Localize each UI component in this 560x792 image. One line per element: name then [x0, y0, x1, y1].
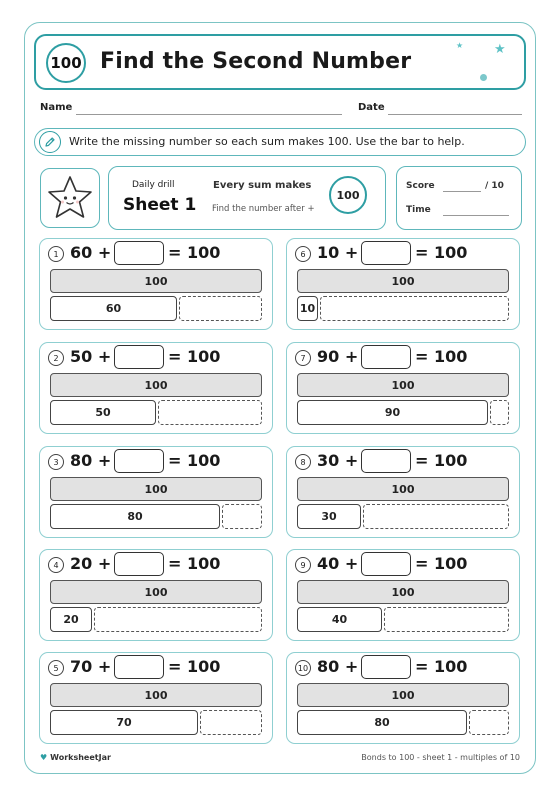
daily-drill-box	[108, 166, 386, 230]
problem-number: 6	[295, 246, 311, 262]
target-badge: 100	[329, 176, 367, 214]
addend-value: 80	[317, 657, 340, 676]
plus-sign: +	[97, 243, 112, 262]
problem-card	[39, 238, 273, 330]
plus-sign: +	[344, 657, 359, 676]
star-mascot-box	[40, 168, 100, 228]
date-label: Date	[358, 102, 385, 113]
star-mascot-icon	[45, 174, 95, 222]
answer-input-box[interactable]	[114, 449, 164, 473]
bar-model-missing-part[interactable]	[320, 296, 509, 321]
addend-value: 30	[317, 451, 340, 470]
problem-number: 1	[48, 246, 64, 262]
bar-model-known-part: 70	[50, 710, 198, 735]
problem-number: 5	[48, 660, 64, 676]
addend-value: 90	[317, 347, 340, 366]
date-field[interactable]	[388, 114, 522, 115]
bar-model-total: 100	[297, 269, 509, 293]
heart-icon: ♥	[40, 753, 48, 762]
answer-input-box[interactable]	[361, 345, 411, 369]
answer-input-box[interactable]	[361, 552, 411, 576]
plus-sign: +	[344, 347, 359, 366]
bar-model-known-part: 50	[50, 400, 156, 425]
star-decoration-icon: ★	[494, 42, 506, 57]
plus-sign: +	[344, 243, 359, 262]
addend-value: 20	[70, 554, 93, 573]
daily-drill-label: Daily drill	[132, 180, 175, 190]
bar-model-missing-part[interactable]	[469, 710, 509, 735]
score-field[interactable]	[443, 191, 481, 192]
answer-input-box[interactable]	[361, 449, 411, 473]
plus-sign: +	[97, 347, 112, 366]
time-label: Time	[406, 205, 431, 215]
equation-addend	[317, 347, 358, 366]
star-decoration-icon: ★	[456, 41, 464, 50]
problem-card	[286, 238, 520, 330]
equation-addend	[317, 554, 358, 573]
bar-model-missing-part[interactable]	[363, 504, 509, 529]
instruction-bar	[34, 128, 526, 156]
problem-card	[286, 652, 520, 744]
header-banner	[34, 34, 526, 90]
problem-number: 9	[295, 557, 311, 573]
name-label: Name	[40, 102, 73, 113]
dot-decoration	[480, 74, 487, 81]
bar-model-known-part: 10	[297, 296, 318, 321]
every-sum-label: Every sum makes	[213, 180, 312, 191]
pencil-icon	[39, 131, 61, 153]
answer-input-box[interactable]	[361, 655, 411, 679]
addend-value: 40	[317, 554, 340, 573]
bar-model-known-part: 20	[50, 607, 92, 632]
addend-value: 70	[70, 657, 93, 676]
bar-model-known-part: 40	[297, 607, 382, 632]
equation-result: = 100	[415, 347, 468, 366]
equation-addend	[317, 451, 358, 470]
bar-model-known-part: 80	[297, 710, 467, 735]
bar-model-total: 100	[297, 477, 509, 501]
hundred-badge-icon: 100	[46, 43, 86, 83]
addend-value: 50	[70, 347, 93, 366]
equation-result: = 100	[168, 554, 221, 573]
bar-model-known-part: 60	[50, 296, 177, 321]
plus-sign: +	[344, 451, 359, 470]
bar-model-known-part: 30	[297, 504, 361, 529]
problem-number: 3	[48, 454, 64, 470]
equation-result: = 100	[415, 243, 468, 262]
equation-addend	[317, 657, 358, 676]
answer-input-box[interactable]	[114, 241, 164, 265]
time-field[interactable]	[443, 215, 509, 216]
problem-card	[39, 446, 273, 538]
equation-result: = 100	[168, 347, 221, 366]
bar-model-missing-part[interactable]	[94, 607, 262, 632]
equation-result: = 100	[168, 657, 221, 676]
problem-number: 2	[48, 350, 64, 366]
plus-sign: +	[344, 554, 359, 573]
problem-number: 7	[295, 350, 311, 366]
bar-model-total: 100	[50, 373, 262, 397]
bar-model-missing-part[interactable]	[384, 607, 509, 632]
page-title: Find the Second Number	[100, 49, 412, 74]
bar-model-total: 100	[50, 580, 262, 604]
plus-sign: +	[97, 554, 112, 573]
answer-input-box[interactable]	[114, 552, 164, 576]
equation-result: = 100	[415, 657, 468, 676]
equation-addend	[70, 554, 111, 573]
bar-model-missing-part[interactable]	[490, 400, 509, 425]
score-total: / 10	[485, 181, 504, 191]
plus-sign: +	[97, 451, 112, 470]
problem-card	[286, 549, 520, 641]
equation-result: = 100	[168, 451, 221, 470]
problem-number: 10	[295, 660, 311, 676]
equation-addend	[70, 347, 111, 366]
name-field[interactable]	[76, 114, 342, 115]
bar-model-missing-part[interactable]	[222, 504, 262, 529]
instruction-text: Write the missing number so each sum makes 100. Use the bar to help.	[69, 135, 465, 148]
problem-card	[39, 342, 273, 434]
equation-result: = 100	[415, 554, 468, 573]
bar-model-total: 100	[50, 683, 262, 707]
equation-addend	[70, 451, 111, 470]
addend-value: 60	[70, 243, 93, 262]
bar-model-total: 100	[297, 580, 509, 604]
bar-model-missing-part[interactable]	[200, 710, 262, 735]
bar-model-known-part: 80	[50, 504, 220, 529]
problem-card	[39, 549, 273, 641]
answer-input-box[interactable]	[361, 241, 411, 265]
equation-result: = 100	[168, 243, 221, 262]
problem-number: 8	[295, 454, 311, 470]
addend-value: 10	[317, 243, 340, 262]
addend-value: 80	[70, 451, 93, 470]
equation-addend	[317, 243, 358, 262]
brand-name: WorksheetJar	[50, 753, 111, 762]
footer-brand	[40, 753, 111, 762]
bar-model-total: 100	[297, 683, 509, 707]
equation-addend	[70, 243, 111, 262]
problem-number: 4	[48, 557, 64, 573]
footer-info: Bonds to 100 - sheet 1 - multiples of 10	[361, 753, 520, 762]
score-box	[396, 166, 522, 230]
bar-model-missing-part[interactable]	[158, 400, 262, 425]
equation-result: = 100	[415, 451, 468, 470]
bar-model-total: 100	[297, 373, 509, 397]
bar-model-total: 100	[50, 477, 262, 501]
plus-sign: +	[97, 657, 112, 676]
bar-model-total: 100	[50, 269, 262, 293]
find-number-label: Find the number after +	[212, 204, 315, 214]
answer-input-box[interactable]	[114, 345, 164, 369]
problem-card	[39, 652, 273, 744]
equation-addend	[70, 657, 111, 676]
problem-card	[286, 342, 520, 434]
bar-model-known-part: 90	[297, 400, 488, 425]
score-label: Score	[406, 181, 435, 191]
problem-card	[286, 446, 520, 538]
sheet-number: Sheet 1	[123, 195, 197, 215]
answer-input-box[interactable]	[114, 655, 164, 679]
bar-model-missing-part[interactable]	[179, 296, 262, 321]
